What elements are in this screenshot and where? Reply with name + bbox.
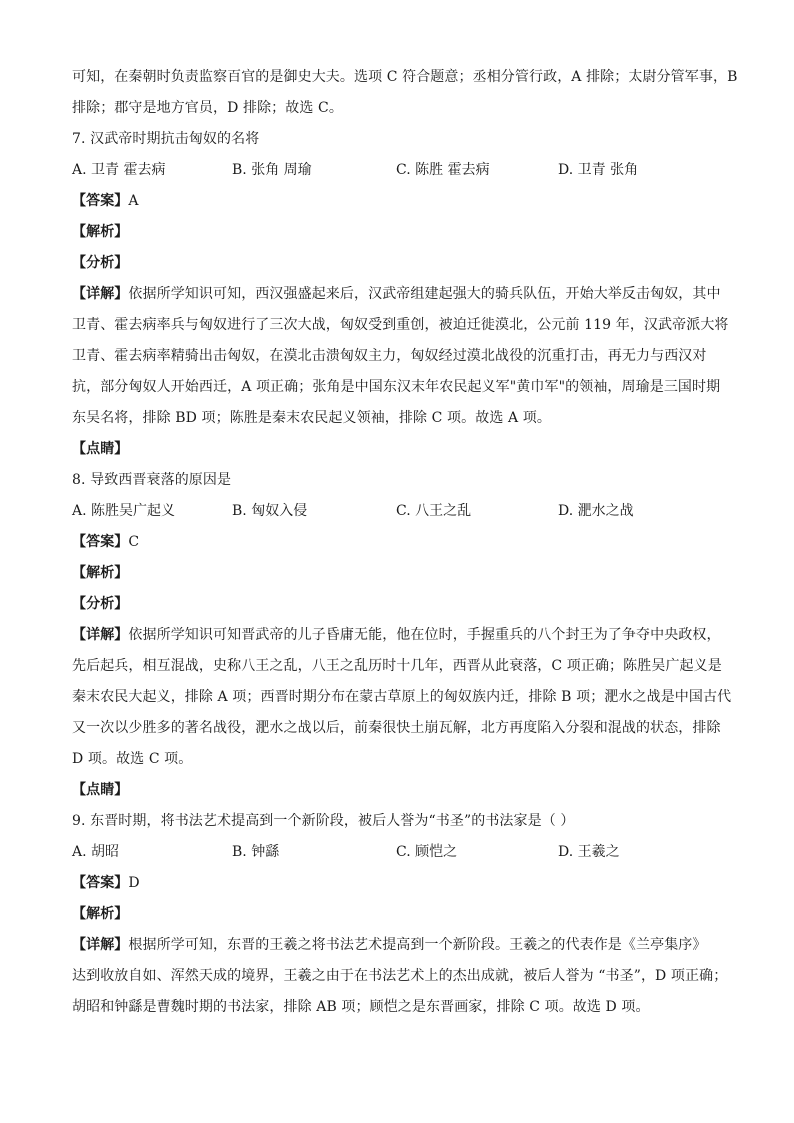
option-b: B. 钟繇 bbox=[232, 844, 280, 860]
detail-tag: 【详解】 bbox=[72, 286, 129, 302]
dianjing-tag: 【点睛】 bbox=[72, 782, 129, 798]
question-8-detail-line bbox=[72, 620, 724, 651]
question-7-dianjing-tag bbox=[72, 434, 724, 465]
analysis-tag: 【解析】 bbox=[72, 906, 129, 922]
detail-tag: 【详解】 bbox=[72, 627, 129, 643]
question-9-answer bbox=[72, 868, 724, 899]
question-8-analysis-tag bbox=[72, 558, 724, 589]
question-8-detail-line: 先后起兵，相互混战，史称八王之乱，八王之乱历时十几年，西晋从此衰落，C 项正确；陈胜吴广起义是 bbox=[72, 658, 722, 674]
option-d: D. 卫青 张角 bbox=[558, 162, 639, 178]
question-7-stem: 7. 汉武帝时期抗击匈奴的名将 bbox=[72, 131, 260, 147]
detail-text: 依据所学知识可知晋武帝的儿子昏庸无能，他在位时，手握重兵的八个封王为了争夺中央政权， bbox=[128, 627, 721, 643]
question-9-options bbox=[72, 837, 724, 868]
option-d: D. 淝水之战 bbox=[558, 503, 634, 519]
question-7-detail-line: 卫青、霍去病率精骑出击匈奴，在漠北击溃匈奴主力，匈奴经过漠北战役的沉重打击，再无力与西汉对 bbox=[72, 348, 707, 364]
option-a: A. 卫青 霍去病 bbox=[72, 162, 166, 178]
document-page bbox=[72, 62, 738, 1023]
answer-value: A bbox=[128, 193, 139, 209]
question-8-answer bbox=[72, 527, 724, 558]
dianjing-tag: 【点睛】 bbox=[72, 441, 129, 457]
question-8-detail-line: D 项。故选 C 项。 bbox=[72, 751, 193, 767]
option-a: A. 陈胜吴广起义 bbox=[72, 503, 176, 519]
prev-explanation-line: 可知，在秦朝时负责监察百官的是御史大夫。选项 C 符合题意；丞相分管行政，A 排除；太尉分管军事，B bbox=[72, 69, 738, 85]
option-c: C. 陈胜 霍去病 bbox=[396, 162, 490, 178]
question-8-stem: 8. 导致西晋衰落的原因是 bbox=[72, 472, 232, 488]
question-9-detail-line: 胡昭和钟繇是曹魏时期的书法家，排除 AB 项；顾恺之是东晋画家，排除 C 项。故选 D 项。 bbox=[72, 999, 650, 1015]
question-9-stem: 9. 东晋时期，将书法艺术提高到一个新阶段，被后人誉为“书圣”的书法家是（ ） bbox=[72, 813, 575, 829]
option-d: D. 王羲之 bbox=[558, 844, 620, 860]
option-b: B. 张角 周瑜 bbox=[232, 162, 312, 178]
analysis-tag: 【解析】 bbox=[72, 565, 129, 581]
question-7-detail-line: 抗，部分匈奴人开始西迁，A 项正确；张角是中国东汉末年农民起义军"黄巾军"的领袖，周瑜是三国时期 bbox=[72, 379, 721, 395]
option-c: C. 八王之乱 bbox=[396, 503, 472, 519]
question-8-detail-line: 又一次以少胜多的著名战役，淝水之战以后，前秦很快土崩瓦解，北方再度陷入分裂和混战的状态，排除 bbox=[72, 720, 721, 736]
question-7-analysis-tag bbox=[72, 217, 724, 248]
question-9-detail-line bbox=[72, 930, 724, 961]
answer-tag: 【答案】 bbox=[72, 193, 129, 209]
question-8-options bbox=[72, 496, 724, 527]
question-8-detail-line: 秦末农民大起义，排除 A 项；西晋时期分布在蒙古草原上的匈奴族内迁，排除 B 项；淝水之战是中国古代 bbox=[72, 689, 732, 705]
fenxi-tag: 【分析】 bbox=[72, 596, 129, 612]
answer-tag: 【答案】 bbox=[72, 534, 129, 550]
option-c: C. 顾恺之 bbox=[396, 844, 458, 860]
fenxi-tag: 【分析】 bbox=[72, 255, 129, 271]
detail-text: 依据所学知识可知，西汉强盛起来后，汉武帝组建起强大的骑兵队伍，开始大举反击匈奴，其中 bbox=[128, 286, 721, 302]
question-7-fenxi-tag bbox=[72, 248, 724, 279]
answer-tag: 【答案】 bbox=[72, 875, 129, 891]
question-7-detail-line: 东吴名将，排除 BD 项；陈胜是秦末农民起义领袖，排除 C 项。故选 A 项。 bbox=[72, 410, 551, 426]
question-7-options bbox=[72, 155, 724, 186]
question-7-answer bbox=[72, 186, 724, 217]
question-9-detail-line: 达到收放自如、浑然天成的境界，王羲之由于在书法艺术上的杰出成就，被后人誉为 “书圣”，D 项正确； bbox=[72, 968, 728, 984]
question-9-analysis-tag bbox=[72, 899, 724, 930]
question-7-detail-line: 卫青、霍去病率兵与匈奴进行了三次大战，匈奴受到重创，被迫迁徙漠北，公元前 119 年，汉武帝派大将 bbox=[72, 317, 729, 333]
detail-text: 根据所学可知，东晋的王羲之将书法艺术提高到一个新阶段。王羲之的代表作是《兰亭集序》 bbox=[128, 937, 707, 953]
detail-tag: 【详解】 bbox=[72, 937, 129, 953]
question-7-detail-line bbox=[72, 279, 724, 310]
prev-explanation-line: 排除；郡守是地方官员，D 排除；故选 C。 bbox=[72, 100, 343, 116]
question-8-fenxi-tag bbox=[72, 589, 724, 620]
answer-value: C bbox=[128, 534, 140, 550]
question-8-dianjing-tag bbox=[72, 775, 724, 806]
answer-value: D bbox=[128, 875, 140, 891]
option-a: A. 胡昭 bbox=[72, 844, 120, 860]
analysis-tag: 【解析】 bbox=[72, 224, 129, 240]
option-b: B. 匈奴入侵 bbox=[232, 503, 308, 519]
